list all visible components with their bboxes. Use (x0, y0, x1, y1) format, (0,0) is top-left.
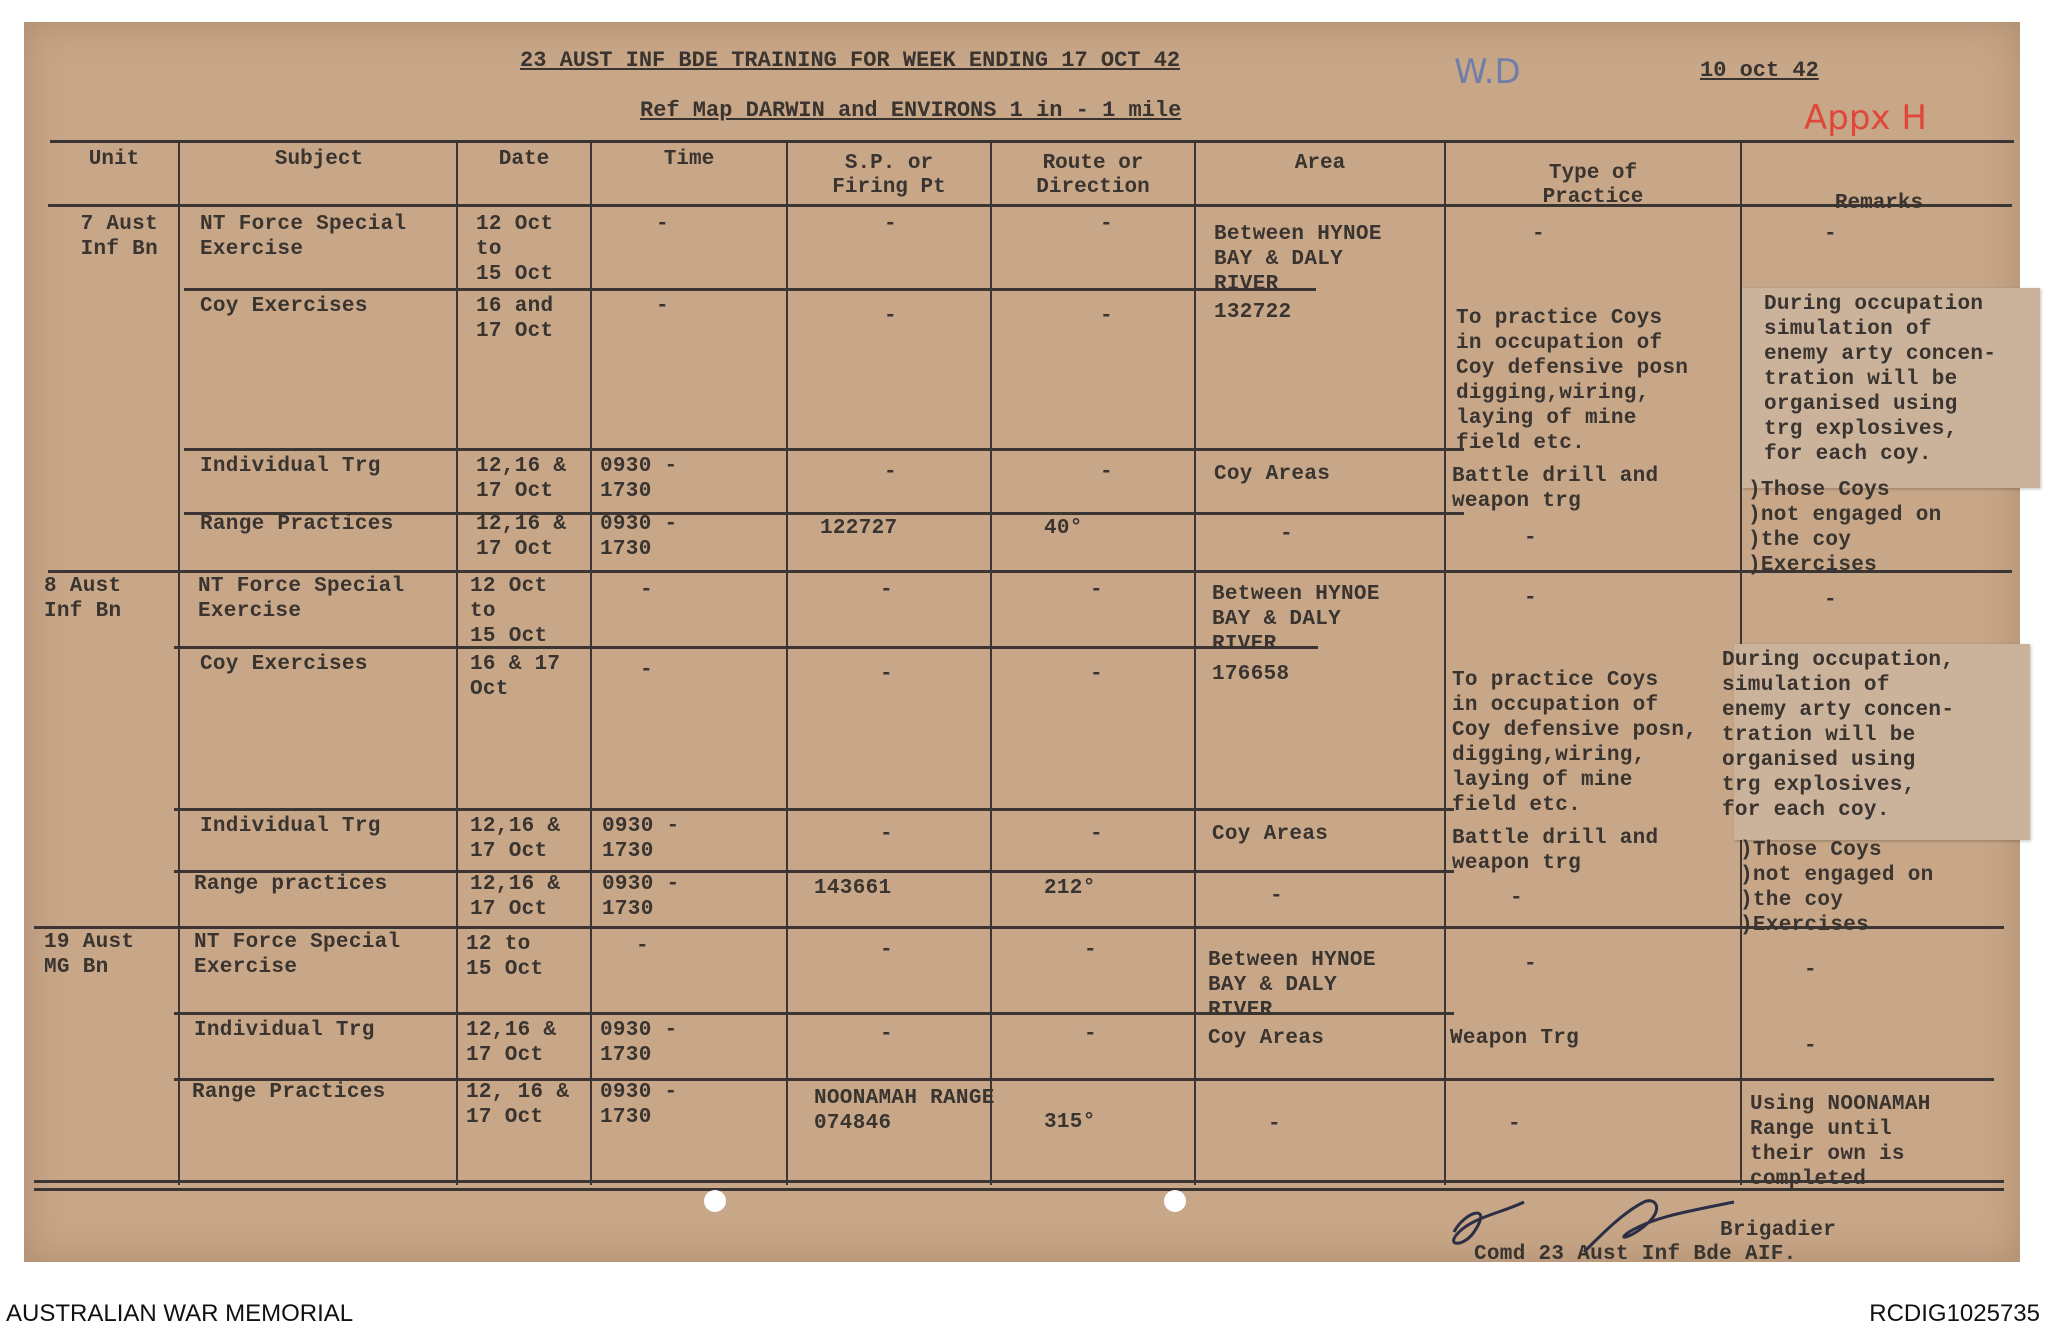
column-rule (1194, 140, 1196, 1185)
route: - (1100, 305, 1113, 328)
subject: NT Force Special Exercise (198, 575, 405, 623)
remarks: )Those Coys )not engaged on )the coy )Exercises (1748, 479, 1942, 577)
col-header-remarks: Remarks (1834, 192, 1924, 215)
table-top-rule (50, 140, 2014, 143)
remarks-slip-text: During occupation, simulation of enemy arty concen- tration will be organised using trg explosives, for each coy. (1722, 649, 1955, 822)
subject: Range Practices (192, 1081, 386, 1104)
sp-firing-pt: - (880, 1023, 893, 1046)
subject: Coy Exercises (200, 653, 368, 676)
signatory-rank: Brigadier (1720, 1219, 1837, 1242)
sp-firing-pt: NOONAMAH RANGE 074846 (814, 1087, 995, 1135)
unit-8-aust-inf-bn: 8 Aust Inf Bn (44, 575, 122, 623)
footer-archive-name: AUSTRALIAN WAR MEMORIAL (6, 1300, 354, 1327)
area: Coy Areas (1214, 463, 1331, 486)
unit-separator-rule (34, 926, 2004, 929)
area: - (1280, 523, 1293, 546)
date: 12,16 & 17 Oct (476, 455, 567, 503)
subject: NT Force Special Exercise (200, 213, 407, 261)
column-rule (590, 140, 592, 1185)
col-header-unit: Unit (88, 148, 140, 171)
time: - (640, 579, 653, 602)
col-header-area: Area (1294, 152, 1346, 175)
sp-firing-pt: - (884, 305, 897, 328)
date: 16 & 17 Oct (470, 653, 561, 701)
column-rule (786, 140, 788, 1185)
time: - (656, 213, 669, 236)
route: - (1090, 663, 1103, 686)
remarks: )Those Coys )not engaged on )the coy )Exercises (1740, 839, 1934, 937)
subject: Individual Trg (194, 1019, 375, 1042)
subject: NT Force Special Exercise (194, 931, 401, 979)
type-of-practice: - (1510, 887, 1523, 910)
route: - (1090, 823, 1103, 846)
remarks-slip-text: During occupation simulation of enemy arty concen- tration will be organised using trg explosives, for each coy. (1764, 293, 1997, 466)
row-rule (184, 448, 1464, 451)
type-of-practice: - (1524, 953, 1537, 976)
area: Between HYNOE BAY & DALY RIVER (1214, 223, 1382, 296)
col-header-date: Date (498, 148, 550, 171)
col-header-subject: Subject (274, 148, 364, 171)
subject: Individual Trg (200, 455, 381, 478)
ref-map-line: Ref Map DARWIN and ENVIRONS 1 in - 1 mile (640, 98, 1182, 123)
time: 0930 - 1730 (600, 513, 678, 561)
route: - (1100, 461, 1113, 484)
subject: Coy Exercises (200, 295, 368, 318)
sp-firing-pt: 122727 (820, 517, 898, 540)
area: Coy Areas (1208, 1027, 1325, 1050)
subject: Individual Trg (200, 815, 381, 838)
type-of-practice: To practice Coys in occupation of Coy defensive posn digging,wiring, laying of mine field etc. (1456, 307, 1689, 455)
col-header-time: Time (663, 148, 715, 171)
column-rule (178, 140, 180, 1185)
time: - (640, 659, 653, 682)
area: Between HYNOE BAY & DALY RIVER (1212, 583, 1380, 656)
col-header-type: Type of Practice (1542, 162, 1644, 209)
subject: Range Practices (200, 513, 394, 536)
type-of-practice: - (1524, 527, 1537, 550)
area: - (1270, 885, 1283, 908)
date: 16 and 17 Oct (476, 295, 554, 343)
time: 0930 - 1730 (600, 455, 678, 503)
date: 12 Oct to 15 Oct (476, 213, 554, 286)
unit-separator-rule (48, 570, 2012, 573)
row-rule (174, 808, 1454, 811)
sp-firing-pt: 143661 (814, 877, 892, 900)
remarks: - (1804, 959, 1817, 982)
appx-handwritten-note: Appx H (1804, 98, 1927, 138)
route: 40° (1044, 517, 1083, 540)
sp-firing-pt: - (880, 939, 893, 962)
wd-handwritten-note: W.D (1454, 52, 1521, 92)
time: - (656, 295, 669, 318)
remarks: - (1804, 1035, 1817, 1058)
area: Coy Areas (1212, 823, 1329, 846)
time: - (636, 935, 649, 958)
column-rule (990, 140, 992, 1185)
sp-firing-pt: - (884, 461, 897, 484)
time: 0930 - 1730 (602, 815, 680, 863)
type-of-practice: - (1508, 1113, 1521, 1136)
document-date: 10 oct 42 (1700, 58, 1819, 83)
area: 132722 (1214, 301, 1292, 324)
type-of-practice: Weapon Trg (1450, 1027, 1580, 1050)
subject: Range practices (194, 873, 388, 896)
sp-firing-pt: - (884, 213, 897, 236)
punch-hole (704, 1190, 726, 1212)
date: 12,16 & 17 Oct (470, 873, 561, 921)
route: 212° (1044, 877, 1096, 900)
document-title: 23 AUST INF BDE TRAINING FOR WEEK ENDING 17 OCT 42 (520, 48, 1181, 73)
sp-firing-pt: - (880, 823, 893, 846)
punch-hole (1164, 1190, 1186, 1212)
type-of-practice: Battle drill and weapon trg (1452, 465, 1659, 513)
type-of-practice: - (1524, 587, 1537, 610)
document-page (24, 22, 2020, 1266)
row-rule (174, 1078, 1994, 1081)
unit-19-aust-mg-bn: 19 Aust MG Bn (44, 931, 135, 979)
area: 176658 (1212, 663, 1290, 686)
remarks: Using NOONAMAH Range until their own is completed (1750, 1093, 1931, 1191)
date: 12, 16 & 17 Oct (466, 1081, 570, 1129)
row-rule (174, 646, 1318, 649)
date: 12,16 & 17 Oct (476, 513, 567, 561)
column-rule (456, 140, 458, 1185)
route: - (1084, 1023, 1097, 1046)
col-header-route: Route or Direction (1036, 152, 1150, 199)
type-of-practice: - (1532, 223, 1545, 246)
date: 12 to 15 Oct (466, 933, 544, 981)
area: Between HYNOE BAY & DALY RIVER (1208, 949, 1376, 1022)
remarks: - (1824, 589, 1837, 612)
time: 0930 - 1730 (602, 873, 680, 921)
remarks: - (1824, 223, 1837, 246)
route: - (1090, 579, 1103, 602)
sp-firing-pt: - (880, 579, 893, 602)
signatory-command: Comd 23 Aust Inf Bde AIF. (1474, 1243, 1797, 1266)
route: 315° (1044, 1111, 1096, 1134)
date: 12,16 & 17 Oct (466, 1019, 557, 1067)
route: - (1084, 939, 1097, 962)
column-rule (1444, 140, 1446, 1185)
row-rule (184, 288, 1316, 291)
date: 12,16 & 17 Oct (470, 815, 561, 863)
date: 12 Oct to 15 Oct (470, 575, 548, 648)
route: - (1100, 213, 1113, 236)
sp-firing-pt: - (880, 663, 893, 686)
time: 0930 - 1730 (600, 1019, 678, 1067)
col-header-sp: S.P. or Firing Pt (832, 152, 946, 199)
time: 0930 - 1730 (600, 1081, 678, 1129)
type-of-practice: To practice Coys in occupation of Coy defensive posn, digging,wiring, laying of mine field etc. (1452, 669, 1698, 817)
type-of-practice: Battle drill and weapon trg (1452, 827, 1659, 875)
area: - (1268, 1113, 1281, 1136)
footer-record-id: RCDIG1025735 (1869, 1300, 2040, 1327)
unit-7-aust-inf-bn: 7 Aust Inf Bn (80, 213, 158, 261)
